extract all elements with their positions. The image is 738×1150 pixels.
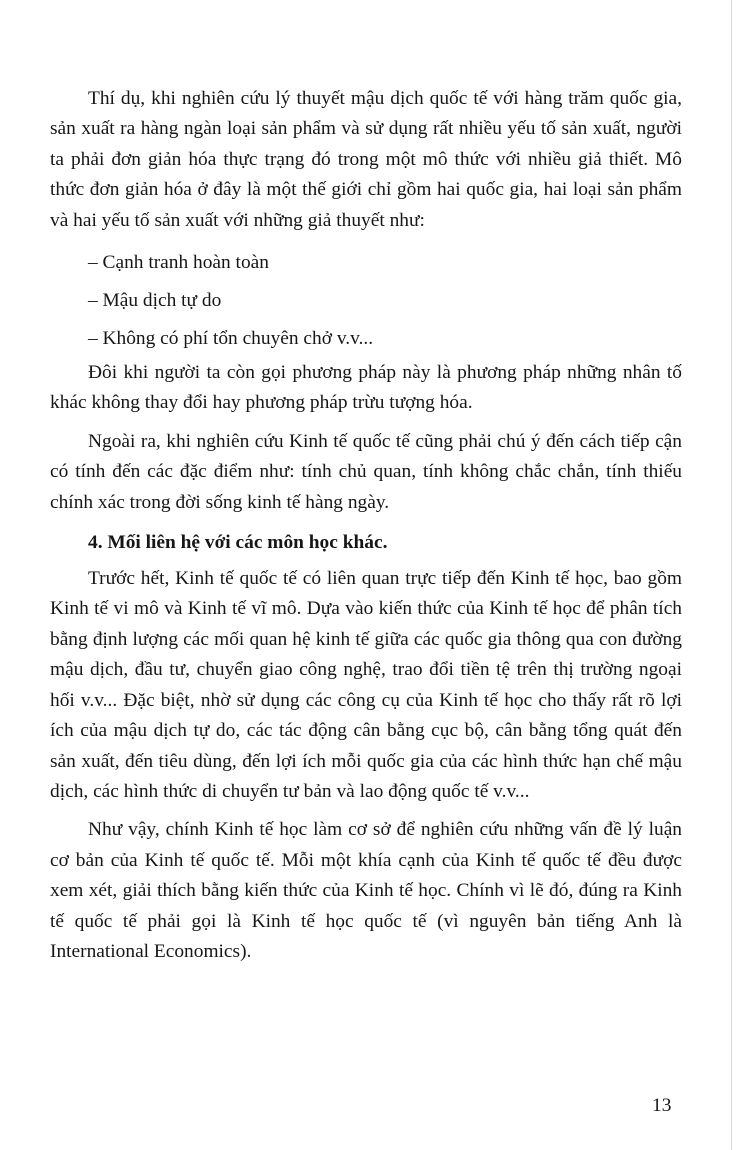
paragraph-abstraction-method: Đôi khi người ta còn gọi phương pháp này là phương pháp những nhân tố khác không thay đổi hay phương pháp trừu tượng hóa. (50, 362, 682, 414)
paragraph-conclusion: Như vậy, chính Kinh tế học làm cơ sở để nghiên cứu những vấn đề lý luận cơ bản của Kinh tế quốc tế. Mỗi một khía cạnh của Kinh tế quốc tế đều được xem xét, giải thích bằng kiến thức của Kinh tế học. Chính vì lẽ đó, đúng ra Kinh tế quốc tế phải gọi là Kinh tế học quốc tế (vì nguyên bản tiếng Anh là International Economics). (50, 819, 682, 962)
assumption-list (50, 244, 682, 358)
list-item-free-trade: – Mậu dịch tự do (88, 290, 222, 312)
document-page (50, 84, 682, 967)
paragraph-approach-features: Ngoài ra, khi nghiên cứu Kinh tế quốc tế cũng phải chú ý đến cách tiếp cận có tính đến các đặc điểm như: tính chủ quan, tính không chắc chắn, tính thiếu chính xác trong đời sống kinh tế hàng ngày. (50, 430, 682, 513)
page-edge-line (731, 0, 732, 1150)
list-item-no-transport-cost: – Không có phí tổn chuyên chở v.v... (88, 328, 374, 350)
section-heading: 4. Mối liên hệ với các môn học khác. (88, 532, 388, 554)
list-item-perfect-competition: – Cạnh tranh hoàn toàn (88, 252, 269, 274)
page-number: 13 (652, 1095, 672, 1116)
paragraph-example-intro: Thí dụ, khi nghiên cứu lý thuyết mậu dịch quốc tế với hàng trăm quốc gia, sản xuất ra hàng ngàn loại sản phẩm và sử dụng rất nhiều yếu tố sản xuất, người ta phải đơn giản hóa thực trạng đó trong một mô thức với nhiều giả thiết. Mô thức đơn giản hóa ở đây là một thế giới chỉ gồm hai quốc gia, hai loại sản phẩm và hai yếu tố sản xuất với những giả thuyết như: (50, 88, 682, 231)
paragraph-relation-economics: Trước hết, Kinh tế quốc tế có liên quan trực tiếp đến Kinh tế học, bao gồm Kinh tế vi mô và Kinh tế vĩ mô. Dựa vào kiến thức của Kinh tế học để phân tích bằng định lượng các mối quan hệ kinh tế giữa các quốc gia thông qua con đường mậu dịch, đầu tư, chuyển giao công nghệ, trao đổi tiền tệ trên thị trường ngoại hối v.v... Đặc biệt, nhờ sử dụng các công cụ của Kinh tế học cho thấy rất rõ lợi ích của mậu dịch tự do, các tác động cân bằng cục bộ, cân bằng tổng quát đến sản xuất, đến tiêu dùng, đến lợi ích mỗi quốc gia của các hình thức hạn chế mậu dịch, các hình thức di chuyển tư bản và lao động quốc tế v.v... (50, 568, 682, 802)
